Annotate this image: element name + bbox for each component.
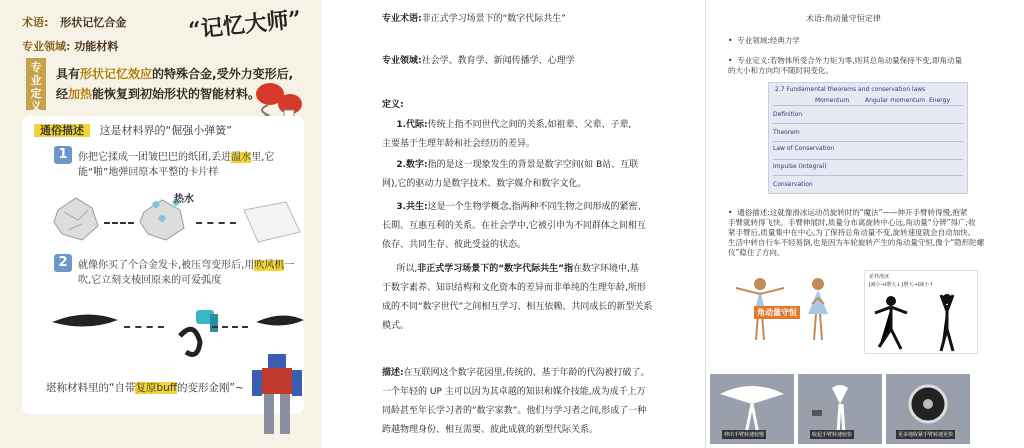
p3-field: • 专业领域:经典力学 <box>728 36 800 45</box>
sum-e: 成的不同“数字世代”之间相互学习、相互依赖、共同成长的新型关系 <box>382 302 653 312</box>
field-value: 功能材料 <box>74 40 119 53</box>
step2-b: 用 <box>244 260 255 271</box>
definition-text <box>56 64 304 104</box>
sum-d: 于数字素养、知识结构和文化资本的差异而非单纯的生理年龄,所形 <box>382 283 646 293</box>
bottom-b: 的变形金刚”~ <box>177 382 244 394</box>
sum-f: 模式。 <box>382 321 410 331</box>
nb-row-1: Theorem <box>773 129 800 136</box>
step2-d: 度 <box>211 275 222 286</box>
sum-b: 非正式学习场景下的“数字代际共生”指 <box>417 264 574 274</box>
p3-definition: • 专业定义:若物体所受合外力矩为零,则其总角动量保持不变,即角动量 的大小和方向均不随时间变化。 <box>728 56 962 75</box>
p3-def-b: 的大小和方向均不随时间变化。 <box>728 66 833 75</box>
notebook-photo <box>768 82 968 194</box>
p3-def-a: 专业定义:若物体所受合外力矩为零,则其总角动量保持不变,即角动量 <box>737 56 962 65</box>
step1-b: 里,它能“啪”地弹回原本平整的卡片样 <box>78 152 275 178</box>
def-pre: 具有 <box>56 67 81 81</box>
def-highlight: 形状记忆效应 <box>80 67 153 81</box>
d3-key: 3.共生: <box>396 202 428 212</box>
def-mid: 的特殊合金,受外力变形后,经 <box>56 67 294 101</box>
d3-a: 这是一个生物学概念,指两种不同生物之间形成的紧密、 <box>427 202 647 212</box>
caption-2: 收起手臂转速较快 <box>812 432 853 438</box>
nb-row-2: Law of Conservation <box>773 145 835 152</box>
p2-def-title: 定义: <box>382 100 404 110</box>
photo-3 <box>886 374 970 444</box>
desc-key: 描述: <box>382 368 404 378</box>
desc-c: 同龄甚至年长学习者的“数字家教”。他们与学习者之间,形成了一种 <box>382 406 647 416</box>
field-row <box>22 38 118 54</box>
p2-description <box>382 364 694 440</box>
bottom-highlight: 复原buff <box>135 382 178 394</box>
nb-title: 2.7 Fundamental theorems and conservation laws <box>775 86 926 93</box>
p2-term-value: 非正式学习场景下的“数字代际共生” <box>421 14 566 24</box>
caption-1: 伸出手臂转速较慢 <box>724 432 765 438</box>
d3-c: 依存、共同生存、彼此受益的状态。 <box>382 240 527 250</box>
card-header <box>34 122 232 138</box>
d1-key: 1.代际: <box>396 120 428 130</box>
def-highlight-2: 加热 <box>68 87 93 101</box>
step1-highlight: 温水 <box>231 152 252 163</box>
memory-master-title: “记忆大师” <box>187 6 303 44</box>
silhouette-icon <box>871 293 975 353</box>
angular-momentum-panel <box>705 0 1024 448</box>
bottom-a: 堪称材料里的“自带 <box>46 382 136 394</box>
desc-b: 一个年轻的 UP 主可以因为其卓越的知识和媒介技能,成为成千上万 <box>382 387 646 397</box>
nb-col1: Momentum <box>815 97 850 104</box>
photo-1 <box>710 374 794 444</box>
p2-def-1 <box>382 116 694 154</box>
hot-water-label: 热水 <box>174 194 194 205</box>
nb-row-0: Definition <box>773 111 803 118</box>
p2-field-key: 专业领域: <box>382 56 422 66</box>
img2-title: 花样滑冰 <box>869 274 890 280</box>
def-post: 能恢复到初始形状的智能材料。 <box>92 87 261 101</box>
term-row <box>22 14 126 30</box>
p2-field-value: 社会学、教育学、新闻传播学、心理学 <box>421 56 575 66</box>
nb-col3: Energy <box>929 97 951 104</box>
term-key: 术语: <box>22 16 49 29</box>
term-value: 形状记忆合金 <box>60 16 127 29</box>
p3-desc-a: 通俗描述:这就像滑冰运动员旋转时的“魔法”——伸开手臂转得慢,抱紧 <box>737 208 968 217</box>
p2-term-line <box>382 10 694 29</box>
p3-title: 术语:角动量守恒定律 <box>806 14 881 23</box>
skater-illustration-1 <box>724 270 844 354</box>
transformer-robot-icon <box>248 350 308 442</box>
p3-field-text: 专业领域:经典力学 <box>737 36 800 45</box>
sum-a: 所以, <box>396 264 418 274</box>
desc-d: 跨越物理身份、相互需要、彼此成就的新型代际关系。 <box>382 425 599 435</box>
photo-2 <box>798 374 882 444</box>
d2-key: 2.数字: <box>396 160 428 170</box>
card-subtitle: 这是材料界的“倔强小弹簧” <box>99 124 232 137</box>
d2-b: 网),它的驱动力是数字技术、数字媒介和数字文化。 <box>382 179 587 189</box>
step-1-text <box>78 150 302 180</box>
p2-def-3 <box>382 198 694 255</box>
nb-row-4: Conservation <box>773 181 813 188</box>
card-tag: 通俗描述 <box>34 124 90 137</box>
step-2-badge: 2 <box>54 254 72 272</box>
p3-desc-c: 紧手臂后,质量集中在中心,为了保持总角动量不变,旋转速度就会自动加快。 <box>728 228 976 237</box>
step1-a: 你把它揉成一团皱巴巴的纸团,丢进 <box>78 152 232 163</box>
d1-b: 主要基于生理年龄和社会经历的差异。 <box>382 139 536 149</box>
memory-alloy-panel <box>0 0 322 448</box>
digital-generation-panel <box>322 0 705 448</box>
bottom-summary <box>46 380 244 395</box>
caption-3: 更多地收紧手臂转速更快 <box>898 432 954 438</box>
p3-desc-e: 仪”稳住了方向。 <box>728 248 785 257</box>
img2-sub: J减小→I增大↓ J增大→I减小↑ <box>869 282 934 288</box>
desc-a: 在互联网这个数字花园里,传统的、基于年龄的代沟被打破了。 <box>403 368 650 378</box>
arrow-1 <box>104 222 134 224</box>
field-key: 专业领域: <box>22 40 71 53</box>
step2-c: 一吹,它立刻支棱回原来的可爱弧 <box>78 260 295 286</box>
sum-c: 在数字环境中,基 <box>573 264 639 274</box>
definition-label: 专业定义 <box>26 58 46 110</box>
p3-description: • 通俗描述:这就像滑冰运动员旋转时的“魔法”——伸开手臂转得慢,抱紧 手臂就转得飞快。手臂伸展时,质量分布离旋转中心远,角动量“分辨”得广;收 紧手臂后,质量集中在中心,为了保持总角动量不变,旋转速度就会自动加快。 生活中转自行车不轻易倒,也是因为车轮旋转产生的角动量守恒,像个“隐形陀螺 仪”稳住了方向。 <box>728 208 985 257</box>
p2-def-2 <box>382 156 694 194</box>
step2-a: 就像你买了个合金发卡,被压弯变形后, <box>78 260 245 271</box>
p2-field-line <box>382 52 694 71</box>
p2-term-key: 专业术语: <box>382 14 422 24</box>
skater-illustration-2 <box>864 270 978 354</box>
d2-a: 指的是这一现象发生的背景是数字空间(如 B站、互联 <box>427 160 639 170</box>
arrow-3 <box>124 326 164 328</box>
p2-summary <box>382 260 694 336</box>
nb-row-3: Impulse (Integral) <box>773 163 827 170</box>
arrow-4 <box>212 326 248 328</box>
step2-highlight: 吹风机 <box>254 260 285 271</box>
step-1-badge: 1 <box>54 146 72 164</box>
nb-col2: Angular momentum <box>865 97 926 104</box>
p3-desc-d: 生活中转自行车不轻易倒,也是因为车轮旋转产生的角动量守恒,像个“隐形陀螺 <box>728 238 985 247</box>
step-2-text <box>78 258 302 288</box>
d1-a: 传统上指不同世代之间的关系,如祖辈、父辈、子辈, <box>427 120 632 130</box>
arrow-2 <box>196 222 236 224</box>
img-label: 角动量守恒 <box>754 306 800 319</box>
p3-desc-b: 手臂就转得飞快。手臂伸展时,质量分布离旋转中心远,角动量“分辨”得广;收 <box>728 218 976 227</box>
d3-b: 长期、互惠互利的关系。在社会学中,它被引申为不同群体之间相互 <box>382 221 646 231</box>
